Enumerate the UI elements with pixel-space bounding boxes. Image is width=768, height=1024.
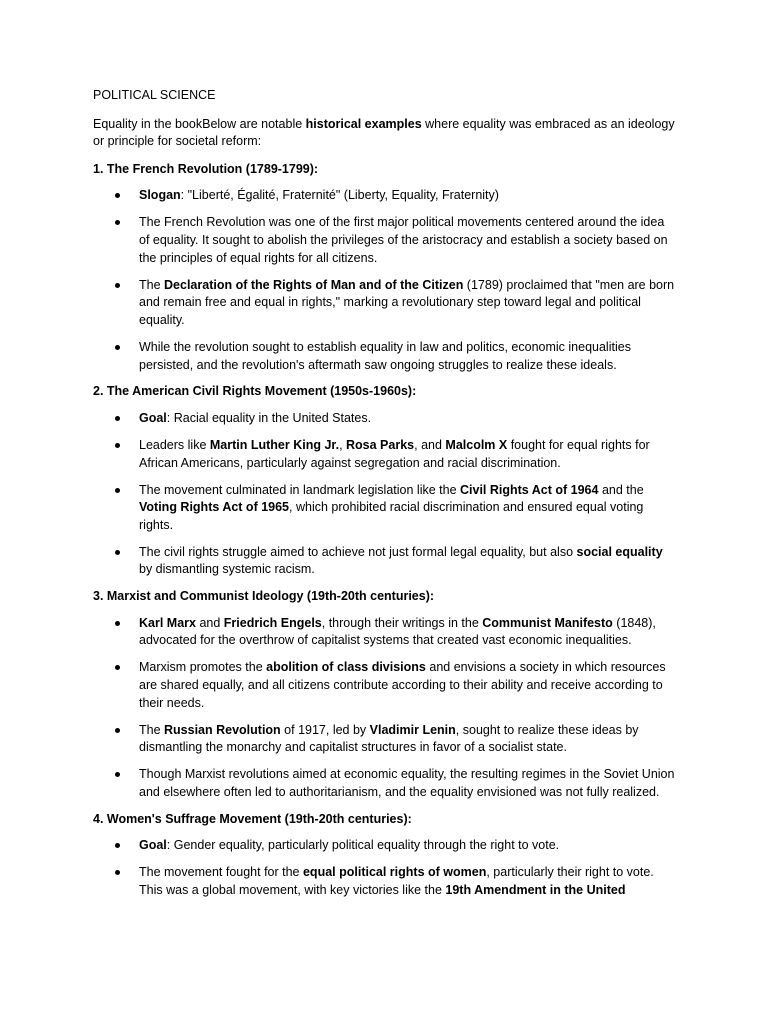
text-run: (1848), advocated for the overthrow of capitalist systems that created vast economic inequalities. <box>139 615 656 648</box>
bullet-dot-icon <box>115 870 120 875</box>
text-run: and the <box>598 482 644 497</box>
text-run: , through their writings in the <box>321 615 483 630</box>
text-run: Equality in the bookBelow are notable <box>93 116 306 131</box>
section-heading: 1. The French Revolution (1789-1799): <box>93 161 319 176</box>
bullet-dot-icon <box>115 345 120 350</box>
text-run: The civil rights struggle aimed to achieve not just formal legal equality, but also <box>139 544 577 559</box>
bullet-item <box>93 410 677 428</box>
bullet-dot-icon <box>115 550 120 555</box>
section-heading: 4. Women's Suffrage Movement (19th-20th centuries): <box>93 811 412 826</box>
bullet-list <box>93 187 677 374</box>
text-run: and envisions a society in which resources are shared equally, and all citizens contribute according to their ability and receive according to their needs. <box>139 660 666 710</box>
text-run: The movement fought for the <box>139 865 303 880</box>
bold-text: Slogan <box>139 188 181 203</box>
bullet-dot-icon <box>115 443 120 448</box>
bold-text: Vladimir Lenin <box>369 722 456 737</box>
bullet-item <box>93 615 677 650</box>
text-run: and <box>195 615 224 630</box>
text-run: fought for equal rights for African Americans, particularly against segregation and racial discrimination. <box>139 437 650 470</box>
bold-text: social equality <box>576 544 663 559</box>
bullet-dot-icon <box>115 488 120 493</box>
bullet-item <box>93 277 677 330</box>
bold-text: Goal <box>139 410 167 425</box>
text-run: (1789) proclaimed that "men are born and remain free and equal in rights," marking a revolutionary step toward legal and political equality. <box>139 277 675 327</box>
bullet-list <box>93 615 677 802</box>
bold-text: 19th Amendment in the United <box>445 882 626 897</box>
bullet-dot-icon <box>115 772 120 777</box>
bullet-dot-icon <box>115 665 120 670</box>
section-heading: 3. Marxist and Communist Ideology (19th-20th centuries): <box>93 589 435 604</box>
text-run: where equality was embraced as an ideology or principle for societal reform: <box>93 116 675 149</box>
bold-text: Voting Rights Act of 1965 <box>139 500 290 515</box>
document-title: POLITICAL SCIENCE <box>93 88 216 102</box>
text-run: of 1917, led by <box>280 722 370 737</box>
bullet-item <box>93 214 677 267</box>
bold-text: Rosa Parks <box>346 437 415 452</box>
bullet-item <box>93 722 677 757</box>
text-run: : Racial equality in the United States. <box>166 410 372 425</box>
text-run: , sought to realize these ideas by dismantling the monarchy and capitalist structures in favor of a socialist state. <box>139 722 639 755</box>
bold-text: abolition of class divisions <box>266 660 426 675</box>
text-run: Though Marxist revolutions aimed at economic equality, the resulting regimes in the Soviet Union and elsewhere often led to authoritarianism, and the equality envisioned was not fully realized. <box>139 767 675 799</box>
bullet-item <box>93 187 677 205</box>
bullet-dot-icon <box>115 416 120 421</box>
bold-text: Russian Revolution <box>164 722 281 737</box>
bold-text: equal political rights of women <box>302 865 487 880</box>
bullet-dot-icon <box>115 728 120 733</box>
text-run: , particularly their right to vote. This was a global movement, with key victories like the <box>139 865 654 897</box>
bullet-dot-icon <box>115 220 120 225</box>
bullet-item <box>93 864 677 899</box>
bold-text: Friedrich Engels <box>223 615 322 630</box>
bold-text: Karl Marx <box>139 615 196 630</box>
text-run: , <box>339 437 347 452</box>
bold-text: Malcolm X <box>445 437 508 452</box>
bullet-item <box>93 339 677 374</box>
text-run: : Gender equality, particularly political equality through the right to vote. <box>166 838 560 853</box>
text-run: , and <box>414 437 446 452</box>
text-run: The movement culminated in landmark legislation like the <box>139 482 460 497</box>
sections-container <box>93 161 677 900</box>
bullet-item <box>93 482 677 535</box>
bold-text: Communist Manifesto <box>482 615 613 630</box>
section-heading: 2. The American Civil Rights Movement (1950s-1960s): <box>93 384 417 399</box>
bullet-item <box>93 544 677 579</box>
bullet-dot-icon <box>115 843 120 848</box>
bullet-item <box>93 659 677 712</box>
text-run: The French Revolution was one of the first major political movements centered around the idea of equality. It sought to abolish the privileges of the aristocracy and establish a society based on the principles of equal rights for all citizens. <box>139 215 668 265</box>
text-run: , which prohibited racial discrimination and ensured equal voting rights. <box>139 500 644 532</box>
bold-text: Declaration of the Rights of Man and of the Citizen <box>164 277 464 292</box>
bold-text: Martin Luther King Jr. <box>209 437 340 452</box>
document-body <box>93 87 677 908</box>
bullet-item <box>93 837 677 855</box>
bullet-list <box>93 410 677 579</box>
text-run: The <box>139 277 165 292</box>
bullet-list <box>93 837 677 899</box>
text-run: : "Liberté, Égalité, Fraternité" (Liberty, Equality, Fraternity) <box>180 188 499 203</box>
bullet-dot-icon <box>115 193 120 198</box>
text-run: Marxism promotes the <box>139 660 267 675</box>
intro-paragraph <box>93 116 677 151</box>
text-run: by dismantling systemic racism. <box>139 562 315 577</box>
text-run: The <box>139 722 165 737</box>
text-run: Leaders like <box>139 437 210 452</box>
text-run: While the revolution sought to establish equality in law and politics, economic inequalities persisted, and the revolution's aftermath saw ongoing struggles to realize these ideals. <box>139 340 631 372</box>
bullet-dot-icon <box>115 621 120 626</box>
bold-text: Goal <box>139 838 167 853</box>
bullet-item <box>93 437 677 472</box>
bullet-dot-icon <box>115 283 120 288</box>
bullet-item <box>93 766 677 801</box>
bold-text: historical examples <box>305 116 422 131</box>
bold-text: Civil Rights Act of 1964 <box>460 482 599 497</box>
